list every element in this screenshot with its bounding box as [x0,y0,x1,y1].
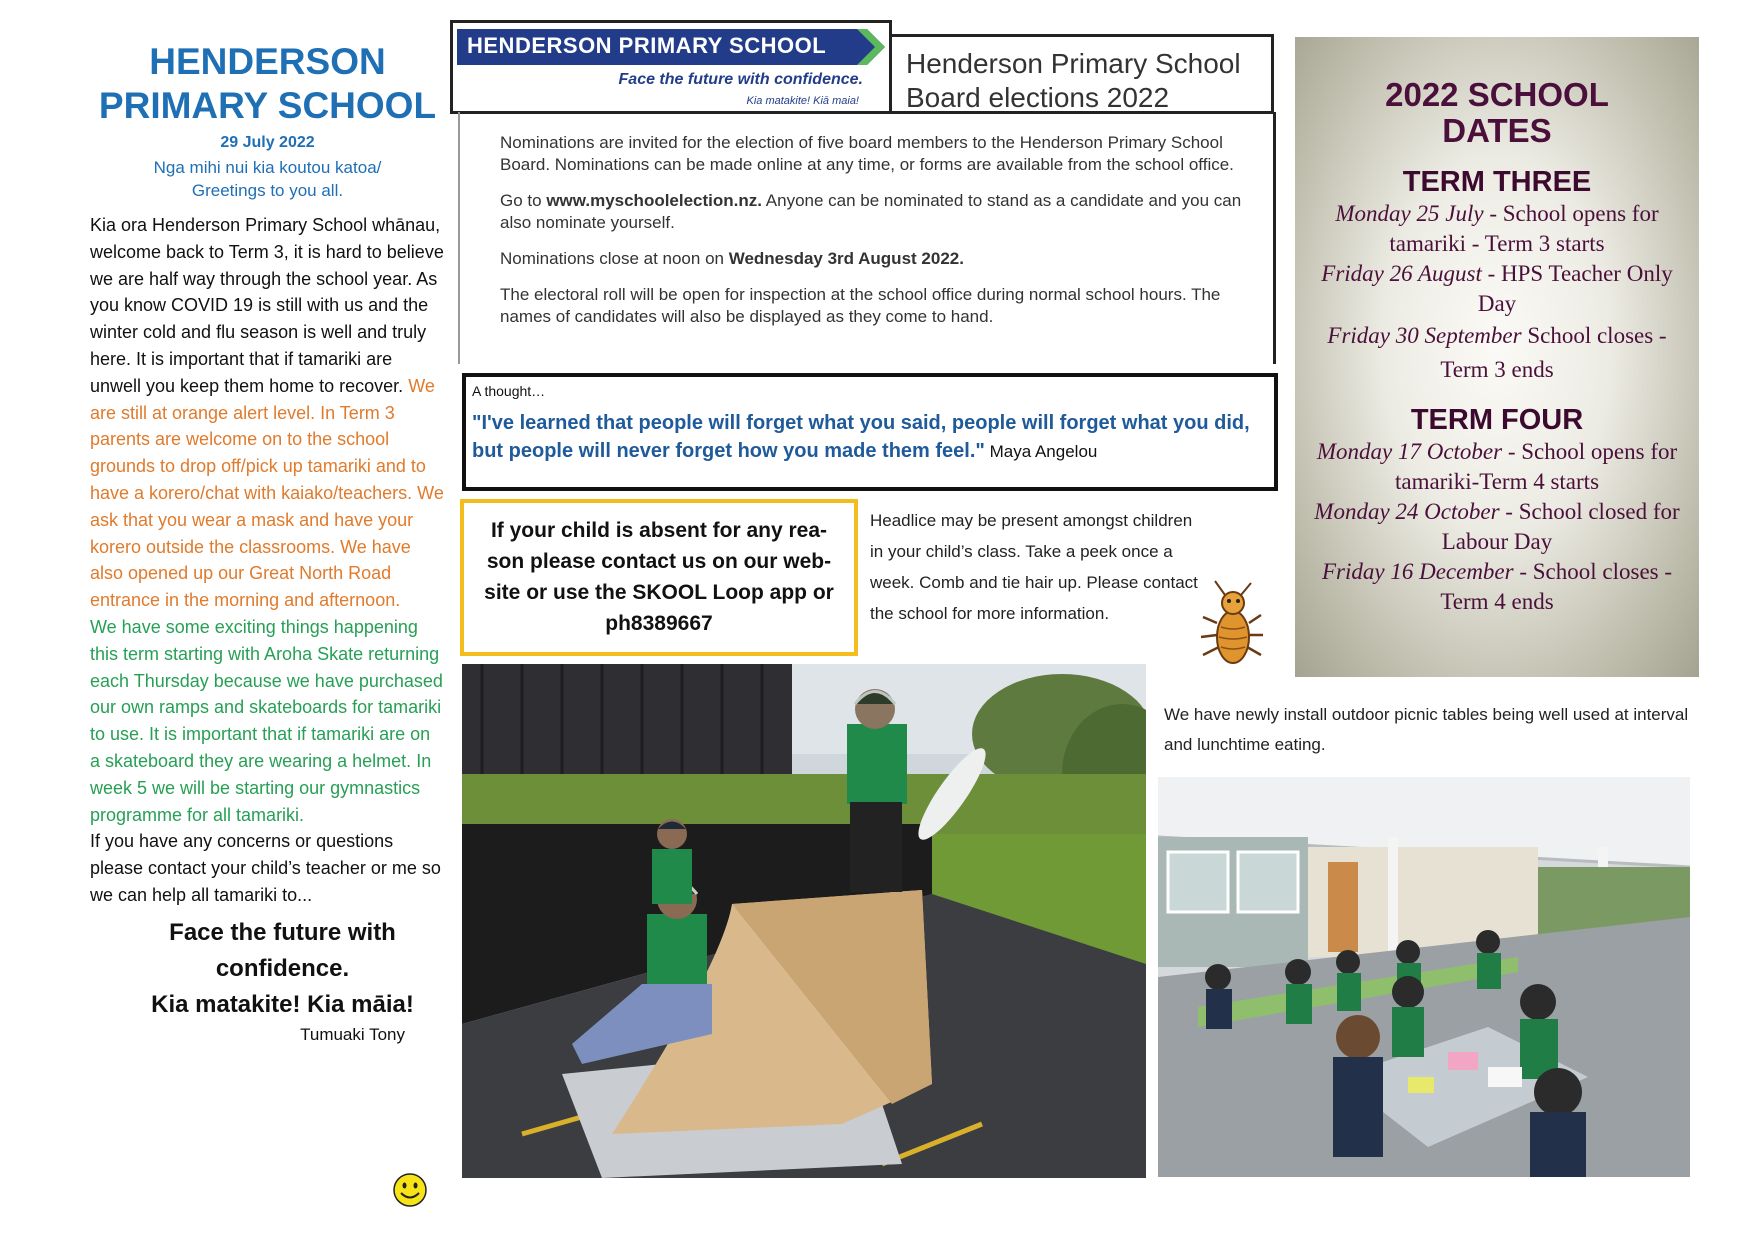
board-title-line-1: Henderson Primary School [906,48,1241,79]
message-intro: Kia ora Henderson Primary School whānau, welcome back to Term 3, it is hard to believe we are half way through the school year. As you know COVID 19 is still with us and the winter cold and flu season is well and truly here. It is important that if tamariki are unwell you keep them home to recover. [90,215,444,396]
term4-item-text: - School opens for tamariki-Term 4 starts [1394,439,1678,494]
term3-item [1295,319,1699,387]
school-logo [450,20,892,114]
election-website-link[interactable]: www.myschoolelection.nz. [546,191,762,210]
headlouse-icon [1195,575,1265,675]
closing-line-1: Face the future with [169,918,396,946]
logo-subtagline: Kia matakite! Kiā maia! [746,95,859,107]
school-dates-heading [1295,77,1699,149]
term4-item-text: - School closed for Labour Day [1441,499,1680,554]
term4-item-date: Friday 16 December [1321,559,1514,584]
term4-item [1295,557,1699,617]
thought-quote [472,409,1268,466]
school-title-line-2: PRIMARY SCHOOL [98,85,437,126]
term3-item-date: Friday 30 September [1327,323,1522,348]
logo-tagline: Face the future with confidence. [618,71,863,88]
closing-line-2: confidence. [215,954,350,982]
term3-item-text: - School opens for tamariki - Term 3 starts [1389,201,1659,256]
closing-motto [90,915,445,1023]
picnic-tables-photo [1158,777,1690,1177]
closing-line-3: Kia matakite! Kia māia! [151,990,414,1018]
picnic-caption: We have newly install outdoor picnic tables being well used at interval and lunchtime eating. [1164,705,1689,754]
board-elections-notice [458,112,1276,364]
term3-item-date: Monday 25 July [1335,201,1484,226]
school-title [90,40,445,128]
board-deadline-prefix: Nominations close at noon on [500,249,729,268]
school-dates-panel [1295,37,1699,677]
thought-label: A thought… [472,383,546,399]
quote-author: Maya Angelou [984,442,1098,461]
newsletter-date: 29 July 2022 [220,134,315,151]
smiley-icon [392,1172,428,1208]
quote-text: "I've learned that people will forget what you said, people will forget what you did, but people will never forget how you made them feel." [472,412,1250,462]
board-deadline-date: Wednesday 3rd August 2022. [728,249,964,268]
term4-item-date: Monday 17 October [1316,439,1503,464]
absence-notice-box: If your child is absent for any rea-son please contact us on our web-site or use the SKOOL Loop app or ph8389667 [460,499,858,656]
term3-item-text: - HPS Teacher Only Day [1477,261,1673,316]
board-elections-title [906,47,1241,115]
board-elections-title-box [892,34,1274,114]
greeting-line-2: Greetings to you all. [191,181,344,200]
dates-heading-line-2: DATES [1442,112,1552,149]
greeting-line-1: Nga mihi nui kia koutou katoa/ [153,158,382,177]
message-contact: If you have any concerns or questions please contact your child’s teacher or me so we can help all tamariki to... [90,831,441,905]
signature: Tumuaki Tony [300,1024,405,1044]
dates-heading-line-1: 2022 SCHOOL [1385,76,1609,113]
board-paragraph-deadline [500,248,1253,270]
principal-message [90,212,445,909]
term4-item-text: - School closes - Term 4 ends [1440,559,1673,614]
term4-item [1295,497,1699,557]
term3-item [1295,199,1699,259]
term4-item [1295,437,1699,497]
newsletter-left-column [90,40,445,1045]
thought-box [462,373,1278,491]
greeting [90,156,445,202]
message-skate-gym: We have some exciting things happening this term starting with Aroha Skate returning each Thursday because we have purchased our own ramps and skateboards for tamariki to use. It is important that if tamariki are on a skateboard they are wearing a helmet. In week 5 we will be starting our gymnastics programme for all tamariki. [90,616,443,825]
term3-item [1295,259,1699,319]
board-paragraph-nominations: Nominations are invited for the election of five board members to the Henderson Primary School Board. Nominations can be made online at any time, or forms are available from the school office. [500,133,1234,174]
board-title-line-2: Board elections 2022 [906,82,1170,113]
term3-item-text: School closes - Term 3 ends [1440,323,1667,382]
board-website-suffix: Anyone can be nominated to stand as a candidate and you can also nominate yourself. [500,191,1242,232]
logo-school-name: HENDERSON PRIMARY SCHOOL [467,33,827,58]
board-paragraph-roll: The electoral roll will be open for inspection at the school office during normal school hours. The names of candidates will also be displayed as they come to hand. [500,285,1221,326]
term-three-heading: TERM THREE [1402,166,1592,198]
message-orange-alert: We are still at orange alert level. In Term 3 parents are welcome on to the school grounds to drop off/pick up tamariki and to have a korero/chat with kaiako/teachers. We ask that you wear a mask and have your korero outside the classrooms. We have also opened up our Great North Road entrance in the morning and afternoon. [90,375,444,611]
board-paragraph-website [500,190,1253,234]
term4-item-date: Monday 24 October [1314,499,1500,524]
headlice-text: Headlice may be present amongst children in your child’s class. Take a peek once a week. Comb and tie hair up. Please contact the school for more information. [870,511,1198,623]
term-four-heading: TERM FOUR [1410,404,1584,436]
skate-ramp-photo [462,664,1146,1178]
term3-item-date: Friday 26 August [1321,261,1482,286]
board-website-prefix: Go to [500,191,547,210]
school-title-line-1: HENDERSON [149,41,386,82]
